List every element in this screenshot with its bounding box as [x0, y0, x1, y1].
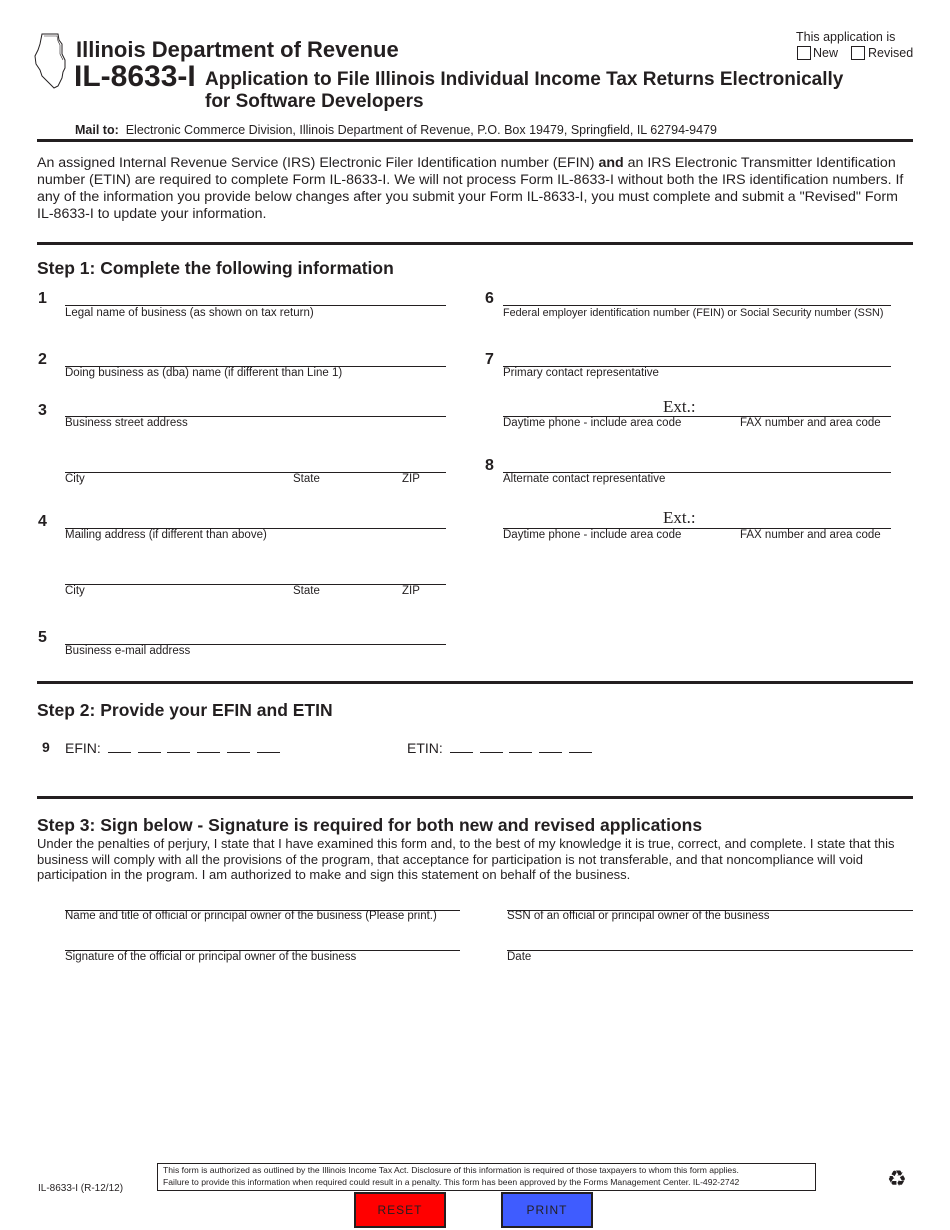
efin-field[interactable] [65, 740, 280, 756]
line9-number: 9 [42, 739, 50, 755]
etin-label: ETIN: [407, 740, 443, 756]
efin-label: EFIN: [65, 740, 101, 756]
name-title-label: Name and title of official or principal owner of the business (Please print.) [65, 910, 437, 922]
alternate-fax-label: FAX number and area code [740, 529, 881, 541]
mail-to-label: Mail to: [75, 123, 119, 137]
efin-digit[interactable] [227, 752, 250, 753]
fein-ssn-label: Federal employer identification number (FEIN) or Social Security number (SSN) [503, 307, 884, 319]
step1-title: Step 1: Complete the following information [37, 258, 394, 278]
line8-number: 8 [485, 457, 494, 474]
line1-number: 1 [38, 290, 47, 307]
etin-digit[interactable] [480, 752, 503, 753]
primary-ext-label: Ext.: [663, 397, 696, 416]
date-label: Date [507, 951, 532, 963]
intro-text-1: An assigned Internal Revenue Service (IRS) Electronic Filer Identification number (EFIN) [37, 155, 599, 171]
email-label: Business e-mail address [65, 645, 191, 657]
perjury-statement: Under the penalties of perjury, I state that I have examined this form and, to the best of my knowledge it is true, correct, and complete. I state that this business will comply with all the provisions of the program, that acceptance for participation is not transferable, and that noncompliance will void participation in the program. I am authorized to make and sign this statement on behalf of the business. [37, 836, 895, 882]
fein-ssn-input[interactable] [503, 305, 891, 306]
dba-name-label: Doing business as (dba) name (if different than Line 1) [65, 367, 343, 379]
application-is-label: This application is [796, 30, 896, 44]
recycle-icon: ♻ [887, 1166, 907, 1191]
reset-button[interactable]: RESET [354, 1192, 446, 1228]
mailing-state-label: State [293, 585, 320, 597]
disclaimer-box [157, 1163, 816, 1191]
mail-to-address: Electronic Commerce Division, Illinois Department of Revenue, P.O. Box 19479, Springfield, IL 62794-9479 [125, 123, 717, 137]
mailing-city-state-zip-input[interactable] [65, 584, 446, 585]
intro-paragraph [37, 155, 917, 223]
step2-title: Step 2: Provide your EFIN and ETIN [37, 700, 333, 720]
legal-name-label: Legal name of business (as shown on tax return) [65, 307, 314, 319]
date-input[interactable] [507, 950, 913, 951]
new-checkbox-label: New [813, 46, 839, 60]
street-address-label: Business street address [65, 417, 188, 429]
line2-number: 2 [38, 351, 47, 368]
primary-contact-label: Primary contact representative [503, 367, 659, 379]
intro-bold: and [598, 155, 624, 171]
line7-number: 7 [485, 351, 494, 368]
alternate-contact-label: Alternate contact representative [503, 473, 666, 485]
step2-divider [37, 796, 913, 799]
form-title [205, 69, 843, 113]
intro-text-2: an IRS Electronic Transmitter Identification number (ETIN) are required to complete Form IL-8633-I. We will not process Form IL-8633-I without both the IRS identification numbers. If any of the information you provide below changes after you submit your Form IL-8633-I, you must complete and submit a "Revised" Form IL-8633-I to update your information. [37, 155, 904, 222]
revised-checkbox[interactable] [851, 46, 865, 60]
etin-digit[interactable] [509, 752, 532, 753]
line6-number: 6 [485, 290, 494, 307]
alternate-phone-label: Daytime phone - include area code [503, 529, 682, 541]
legal-name-input[interactable] [65, 305, 446, 306]
mailing-address-label: Mailing address (if different than above) [65, 529, 267, 541]
efin-digit[interactable] [138, 752, 161, 753]
step3-title: Step 3: Sign below - Signature is required for both new and revised applications [37, 815, 703, 835]
illinois-state-outline-icon [32, 32, 72, 90]
form-title-line1: Application to File Illinois Individual Income Tax Returns Electronically [205, 69, 844, 90]
signature-label: Signature of the official or principal owner of the business [65, 951, 357, 963]
line4-number: 4 [38, 513, 47, 530]
efin-digit[interactable] [167, 752, 190, 753]
intro-divider [37, 242, 913, 245]
city-label: City [65, 473, 85, 485]
form-id: IL-8633-I (R-12/12) [38, 1183, 124, 1194]
form-title-line2: for Software Developers [205, 91, 424, 112]
city-state-zip-input[interactable] [65, 472, 446, 473]
ssn-label: SSN of an official or principal owner of the business [507, 910, 770, 922]
mail-to [75, 123, 717, 137]
etin-field[interactable] [407, 740, 592, 756]
disclaimer-line2: Failure to provide this information when required could result in a penalty. This form has been approved by the Forms Management Center. IL-492-2742 [163, 1176, 740, 1187]
efin-digit[interactable] [197, 752, 220, 753]
etin-digit[interactable] [450, 752, 473, 753]
line5-number: 5 [38, 629, 47, 646]
zip-label: ZIP [402, 473, 420, 485]
new-checkbox[interactable] [797, 46, 811, 60]
primary-fax-label: FAX number and area code [740, 417, 881, 429]
efin-digit[interactable] [257, 752, 280, 753]
disclaimer-line1: This form is authorized as outlined by the Illinois Income Tax Act. Disclosure of this information is required of those taxpayers to whom this form applies. [163, 1165, 739, 1175]
department-name: Illinois Department of Revenue [76, 37, 399, 62]
efin-digit[interactable] [108, 752, 131, 753]
mailing-city-label: City [65, 585, 85, 597]
mailing-zip-label: ZIP [402, 585, 420, 597]
form-number: IL-8633-I [74, 60, 196, 93]
line3-number: 3 [38, 402, 47, 419]
print-button[interactable]: PRINT [501, 1192, 593, 1228]
etin-digit[interactable] [569, 752, 592, 753]
revised-checkbox-label: Revised [868, 46, 914, 60]
header-divider [37, 139, 913, 142]
state-label: State [293, 473, 320, 485]
step1-divider [37, 681, 913, 684]
alternate-ext-label: Ext.: [663, 508, 696, 527]
primary-phone-label: Daytime phone - include area code [503, 417, 682, 429]
etin-digit[interactable] [539, 752, 562, 753]
